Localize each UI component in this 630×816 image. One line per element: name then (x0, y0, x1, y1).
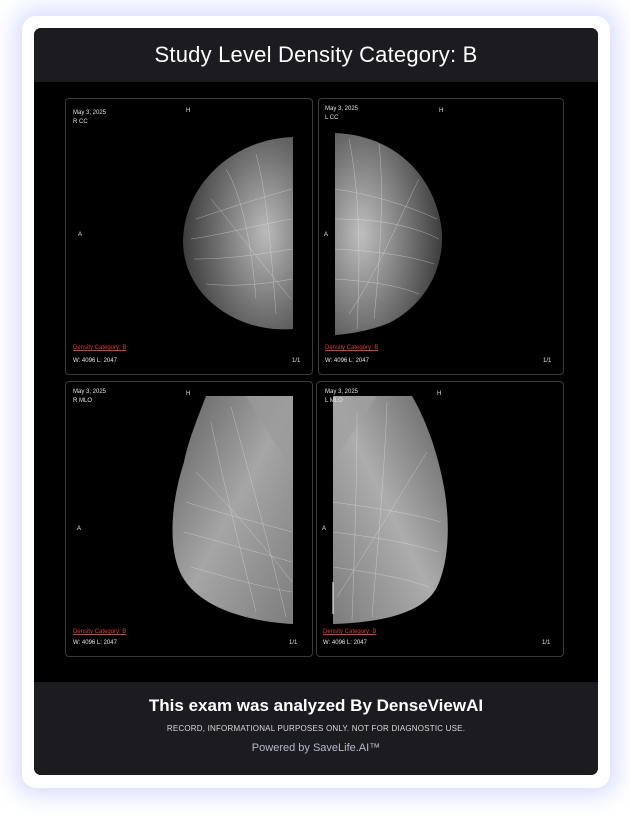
orientation-a: A (322, 526, 327, 532)
panel-l-mlo[interactable] (316, 381, 564, 657)
mammogram-image-l-mlo (317, 382, 563, 656)
window-level: W: 4096 L: 2047 (73, 358, 117, 364)
report-header (34, 28, 598, 82)
mammogram-image-r-mlo (66, 382, 312, 656)
orientation-a: A (77, 526, 82, 532)
orientation-a: A (324, 232, 329, 238)
density-category-link[interactable]: Density Category: B (323, 629, 377, 635)
orientation-a: A (78, 232, 83, 238)
view-label: R MLO (73, 398, 93, 404)
exam-date: May 3, 2025 (73, 389, 107, 395)
panel-l-cc[interactable] (318, 98, 564, 375)
mammogram-grid (34, 82, 598, 682)
orientation-h: H (439, 108, 444, 114)
density-category-link[interactable]: Density Category: B (73, 629, 127, 635)
view-label: L MLO (325, 398, 343, 404)
panel-r-cc[interactable] (65, 98, 313, 375)
panel-r-mlo[interactable] (65, 381, 313, 657)
view-label: R CC (73, 119, 88, 125)
orientation-h: H (437, 391, 442, 397)
page-indicator: 1/1 (289, 640, 298, 646)
density-category-link[interactable]: Density Category: B (73, 345, 127, 351)
view-label: L CC (325, 115, 339, 121)
window-level: W: 4096 L: 2047 (323, 640, 367, 646)
exam-date: May 3, 2025 (325, 389, 359, 395)
exam-date: May 3, 2025 (73, 110, 107, 116)
report-card (34, 28, 598, 775)
orientation-h: H (186, 391, 191, 397)
page-indicator: 1/1 (292, 358, 301, 364)
window-level: W: 4096 L: 2047 (73, 640, 117, 646)
mammogram-image-r-cc (66, 99, 312, 374)
exam-date: May 3, 2025 (325, 106, 359, 112)
mammogram-image-l-cc (319, 99, 563, 374)
analysis-statement: This exam was analyzed By DenseViewAI (148, 696, 484, 715)
disclaimer-text: RECORD, INFORMATIONAL PURPOSES ONLY. NOT FOR DIAGNOSTIC USE. (166, 724, 466, 733)
powered-by-text: Powered by SaveLife.AI™ (251, 742, 381, 754)
window-level: W: 4096 L: 2047 (325, 358, 369, 364)
orientation-h: H (186, 108, 191, 114)
study-density-title: Study Level Density Category: B (154, 42, 478, 67)
page-indicator: 1/1 (542, 640, 551, 646)
report-footer (34, 682, 598, 775)
page-indicator: 1/1 (543, 358, 552, 364)
density-category-link[interactable]: Density Category: B (325, 345, 379, 351)
